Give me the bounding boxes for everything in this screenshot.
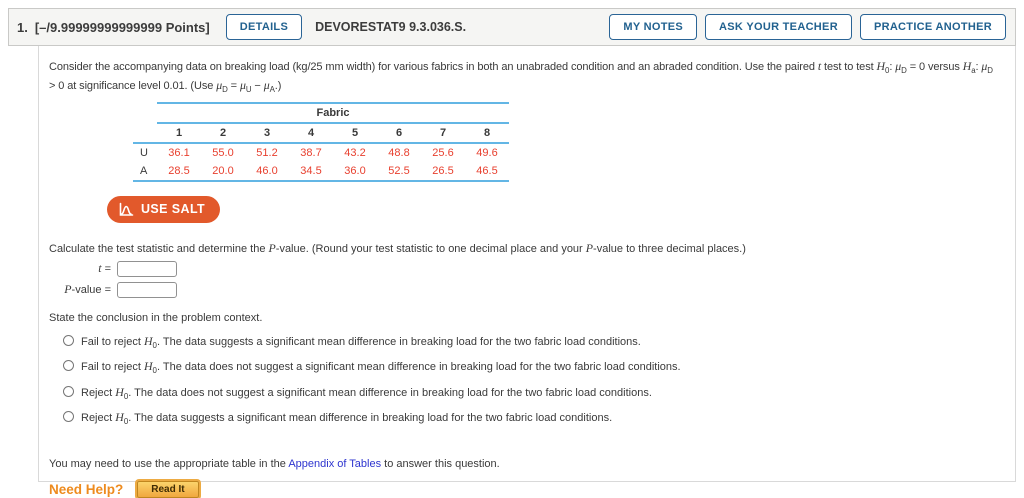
text-token: test to test: [821, 61, 877, 73]
column-header: 8: [465, 123, 509, 143]
text-token: . The data does not suggest a significant mean difference in breaking load for the two fabric load conditions.: [156, 361, 681, 374]
table-cell: 51.2: [256, 146, 278, 159]
question-header-bar: [8, 8, 1016, 46]
option-label: [81, 334, 641, 349]
text-token: .): [274, 80, 282, 93]
text-token: :: [889, 61, 896, 73]
use-salt-button[interactable]: [107, 196, 220, 223]
text-token: to answer this question.: [381, 457, 500, 470]
text-token: :: [975, 61, 982, 73]
text-token: Fail to reject: [81, 361, 144, 374]
table-row-abraded: [133, 162, 509, 181]
column-header: 2: [201, 123, 245, 143]
table-cell: 28.5: [157, 162, 201, 181]
text-token: 0: [123, 417, 129, 427]
text-token: −: [251, 80, 264, 93]
table-cell: 36.0: [333, 162, 377, 181]
table-cell: 48.8: [388, 146, 410, 159]
text-token: H: [115, 410, 124, 425]
header-right-buttons: [609, 14, 1006, 40]
text-token: t: [817, 59, 822, 73]
need-help-row: [49, 481, 1001, 498]
points-label: [–/9.99999999999999 Points]: [34, 19, 210, 35]
text-token: H: [143, 333, 153, 348]
column-header: 5: [333, 123, 377, 143]
table-corner-cell: [133, 103, 157, 123]
table-cell: 36.1: [168, 146, 190, 159]
fabric-data-table: [133, 102, 509, 182]
text-token: -value to three decimal places.): [593, 242, 746, 255]
text-token: t: [98, 261, 102, 276]
text-token: A: [269, 85, 275, 95]
table-title-row: [133, 103, 509, 123]
column-header: 6: [377, 123, 421, 143]
text-token: Fail to reject: [81, 335, 144, 348]
option-label: [81, 359, 681, 374]
table-cell: 20.0: [201, 162, 245, 181]
read-it-button[interactable]: Read It: [137, 481, 198, 498]
details-button[interactable]: DETAILS: [226, 14, 302, 40]
text-token: . The data suggests a significant mean difference in breaking load for the two fabric load conditions.: [156, 335, 641, 348]
conclusion-option-4[interactable]: [63, 410, 1001, 425]
table-corner-cell: [133, 123, 157, 143]
p-value-label: [49, 282, 111, 297]
table-cell: 34.5: [289, 162, 333, 181]
conclusion-prompt: State the conclusion in the problem context.: [49, 311, 263, 324]
option-label: [81, 385, 652, 400]
radio-button[interactable]: [63, 386, 74, 397]
text-token: μ: [216, 78, 223, 93]
column-header: 4: [289, 123, 333, 143]
my-notes-button[interactable]: MY NOTES: [609, 14, 697, 40]
text-token: P: [268, 240, 276, 255]
table-row-unabraded: [133, 143, 509, 162]
text-token: Calculate the test statistic and determine the: [49, 242, 269, 255]
text-token: μ: [239, 78, 246, 93]
question-number: 1.: [17, 19, 28, 35]
text-token: μ: [263, 78, 270, 93]
distribution-curve-icon: [118, 202, 134, 217]
table-cell: 46.5: [465, 162, 509, 181]
table-cell: 52.5: [377, 162, 421, 181]
text-token: U: [245, 85, 252, 95]
row-label: A: [133, 162, 157, 181]
table-cell: 25.6: [432, 146, 454, 159]
text-token: . The data does not suggest a significant mean difference in breaking load for the two fabric load conditions.: [128, 386, 652, 399]
text-token: 0: [123, 392, 129, 401]
conclusion-option-2[interactable]: [63, 359, 1001, 374]
column-header: 3: [245, 123, 289, 143]
text-token: =: [227, 80, 240, 93]
appendix-note: [49, 458, 1001, 470]
text-token: μ: [895, 59, 902, 73]
ask-your-teacher-button[interactable]: ASK YOUR TEACHER: [705, 14, 852, 40]
radio-button[interactable]: [63, 360, 74, 371]
radio-button[interactable]: [63, 335, 74, 346]
table-cell: 26.5: [421, 162, 465, 181]
option-label: [81, 410, 612, 425]
text-token: Reject: [81, 412, 116, 425]
text-token: H: [115, 384, 124, 399]
text-token: 0: [885, 66, 890, 76]
conclusion-option-3[interactable]: [63, 385, 1001, 400]
assignment-code: DEVORESTAT9 9.3.036.S.: [315, 20, 467, 34]
text-token: P: [585, 240, 594, 255]
text-token: 0: [152, 341, 157, 351]
t-input[interactable]: [117, 261, 177, 277]
text-token: H: [962, 59, 972, 73]
text-token: μ: [981, 59, 988, 73]
text-token: a: [971, 66, 976, 76]
text-token: 0: [152, 366, 157, 376]
text-token: -value =: [71, 284, 111, 297]
p-value-input[interactable]: [117, 282, 177, 298]
radio-button[interactable]: [63, 411, 74, 422]
column-header: 7: [421, 123, 465, 143]
appendix-of-tables-link[interactable]: Appendix of Tables: [288, 457, 382, 470]
table-title: Fabric: [157, 103, 509, 123]
text-token: D: [222, 85, 228, 95]
calc-prompt: [49, 241, 1001, 256]
text-token: = 0 versus: [906, 61, 963, 73]
text-token: H: [143, 359, 153, 374]
text-token: Consider the accompanying data on breaking load (kg/25 mm width) for various fabrics in both an unabraded condition and an abraded condition. Use the paired: [49, 61, 818, 73]
text-token: =: [101, 263, 111, 276]
use-salt-label: USE SALT: [141, 202, 206, 217]
conclusion-option-1[interactable]: [63, 334, 1001, 349]
column-header: 1: [157, 123, 201, 143]
t-answer-row: [49, 261, 1001, 277]
t-label: [49, 261, 111, 276]
text-token: Reject: [81, 386, 116, 399]
table-cell: 43.2: [344, 146, 366, 159]
text-token: > 0 at significance level 0.01. (Use: [49, 80, 217, 93]
text-token: D: [901, 66, 907, 76]
text-token: H: [876, 59, 885, 73]
table-header-row: [133, 123, 509, 143]
table-cell: 55.0: [212, 146, 234, 159]
row-label: U: [140, 146, 148, 159]
text-token: P: [64, 282, 72, 297]
text-token: D: [987, 66, 993, 76]
text-token: . The data suggests a significant mean difference in breaking load for the two fabric load conditions.: [128, 412, 613, 425]
question-body: [38, 46, 1016, 497]
problem-statement: [49, 57, 1001, 96]
need-help-label: Need Help?: [49, 481, 124, 497]
text-token: -value. (Round your test statistic to one decimal place and your: [275, 242, 586, 255]
p-value-answer-row: [49, 282, 1001, 298]
text-token: You may need to use the appropriate table in the: [49, 457, 289, 470]
table-cell: 38.7: [300, 146, 322, 159]
table-cell: 49.6: [476, 146, 498, 159]
table-cell: 46.0: [245, 162, 289, 181]
practice-another-button[interactable]: PRACTICE ANOTHER: [860, 14, 1006, 40]
